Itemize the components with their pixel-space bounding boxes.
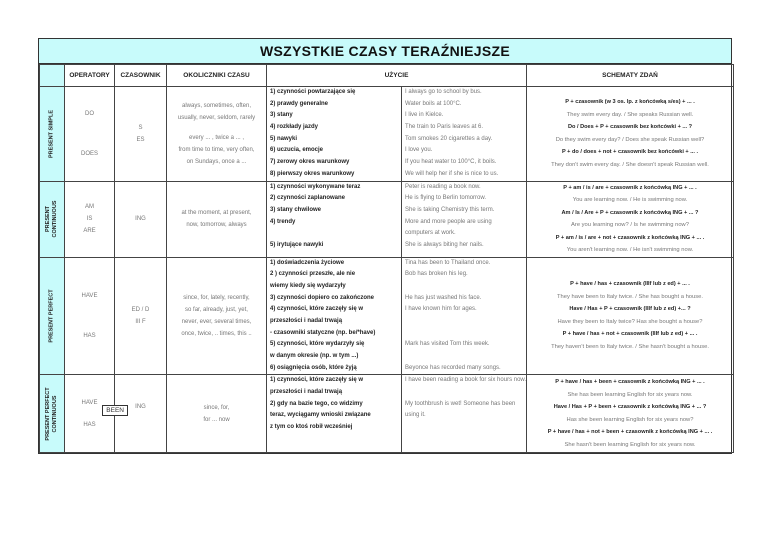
schemas-cell: [527, 375, 734, 453]
time-adverb-line: at the moment, at present,: [181, 210, 252, 216]
tense-label: [40, 257, 65, 375]
schema-example: You aren't learning now. / He isn't swimming now.: [566, 247, 694, 253]
time-adverb-line: now, tomorrow, always: [186, 222, 247, 228]
example-line: Beyonce has recorded many songs.: [405, 364, 501, 371]
header-czasownik: CZASOWNIK: [115, 65, 167, 87]
operators-cell: [65, 87, 115, 182]
schema-formula: Am / Is / Are + P + czasownik z końcówką ING + ... ?: [561, 209, 699, 216]
time-adverb-line: since, for,: [203, 404, 230, 411]
operator: HAS: [83, 332, 96, 339]
tense-name: [49, 289, 56, 342]
time-adverb-line: from time to time, very often,: [178, 146, 255, 153]
tense-name-text: PRESENT PERFECT: [48, 289, 55, 343]
usage-line: 2) prawdy generalne: [270, 100, 329, 107]
usage-line: [267, 228, 401, 240]
usage-line: 3) stany: [270, 112, 293, 119]
example-line: Tina has been to Thailand once.: [405, 259, 491, 266]
usage-line: [267, 434, 401, 446]
example-line: Bob has broken his leg.: [405, 271, 468, 278]
examples-cell: [402, 375, 527, 453]
example-line: Water boils at 100°C.: [405, 100, 462, 107]
usage-line: z tym co ktoś robił wcześniej: [270, 424, 353, 431]
time-adverb-line: for ... now: [203, 416, 230, 423]
verb-ending: ING: [135, 404, 146, 411]
usage-line: 6) osiągnięcia osób, które żyją: [270, 364, 357, 371]
verb-cell: [115, 257, 167, 375]
tenses-table-sheet: [38, 38, 732, 454]
usage-line: 5) nawyki: [270, 135, 298, 142]
usage-line: - czasowniki statyczne (np. be/*have): [270, 329, 376, 336]
schema-formula: P + have / has + czasownik (IIIf lub z ed) + ... .: [570, 281, 690, 288]
schema-example: They swim every day. / She speaks Russian well.: [566, 111, 694, 118]
time-adverb-line: [167, 124, 266, 132]
usage-line: 2) czynności zaplanowane: [270, 195, 346, 202]
example-line: He is flying to Berlin tomorrow.: [405, 195, 487, 202]
verb-ending: ES: [136, 136, 145, 143]
header-uzycie: UŻYCIE: [267, 65, 527, 87]
example-line: [402, 328, 526, 340]
schema-example: Has she been learning English for six years now?: [566, 416, 694, 423]
usage-cell: [267, 181, 402, 257]
tense-name-line: CONTINUOUS: [52, 395, 58, 433]
time-adverb-line: always, sometimes, often,: [181, 102, 252, 109]
schema-formula: P + do / does + not + czasownik bez końcówki + ... .: [561, 149, 699, 156]
usage-cell: [267, 257, 402, 375]
operator: AM: [85, 204, 94, 210]
tense-name: [45, 387, 59, 440]
operators-cell: [65, 257, 115, 375]
usage-line: 1) doświadczenia życiowe: [270, 259, 345, 266]
example-line: Mark has visited Tom this week.: [405, 341, 490, 348]
operator: DO: [85, 110, 94, 117]
usage-line: 4) rozkłady jazdy: [270, 124, 319, 131]
header-row: [40, 65, 734, 87]
example-line: Tom smokes 20 cigarettes a day.: [405, 135, 493, 142]
time-adverbs-cell: [167, 257, 267, 375]
schema-formula: Have / Has + P + been + czasownik z końcówką ING + ... ?: [553, 404, 707, 411]
operator: IS: [86, 216, 93, 222]
usage-line: wiemy kiedy się wydarzyły: [270, 282, 346, 289]
example-line: More and more people are using: [405, 218, 492, 225]
schema-formula: P + am / is / are + czasownik z końcówką ING + ... .: [563, 184, 697, 191]
example-line: using it.: [405, 412, 426, 419]
usage-line: 6) uczucia, emocje: [270, 147, 324, 154]
usage-line: 1) czynności powtarzające się: [270, 89, 356, 95]
schema-formula: Do / Does + P + czasownik bez końcówki + ... ?: [567, 124, 693, 131]
schema-formula: P + have / has + not + czasownik (IIIf lub z ed) + ... .: [562, 331, 698, 338]
schema-example: Are you learning now? / Is he swimming now?: [571, 222, 689, 228]
verb-ending: III F: [135, 318, 146, 325]
usage-line: w danym okresie (np. w tym ...): [270, 353, 359, 359]
verb-ending: ING: [135, 216, 146, 222]
usage-line: przeszłości i nadal trwają: [270, 389, 343, 396]
schema-example: She has been learning English for six years now.: [567, 391, 693, 398]
usage-cell: [267, 87, 402, 182]
tense-name-line: PRESENT: [45, 206, 51, 232]
time-adverb-line: never, ever, several times,: [181, 318, 252, 325]
operator: HAS: [83, 421, 96, 428]
schema-formula: P + have / has + not + been + czasownik z końcówką ING + ... .: [547, 429, 713, 436]
time-adverbs-cell: [167, 87, 267, 182]
header-empty: [40, 65, 65, 87]
operators-cell: [65, 181, 115, 257]
example-line: [402, 351, 526, 363]
usage-line: 1) czynności, które zaczęły się w: [270, 377, 364, 384]
example-line: Peter is reading a book now.: [405, 183, 481, 190]
tense-label: [40, 87, 65, 182]
schema-formula: Have / Has + P + czasownik (IIIf lub z ed) +... ?: [569, 306, 691, 313]
example-line: If you heat water to 100°C, it boils.: [405, 159, 497, 166]
example-line: [402, 281, 526, 293]
example-line: She is always biting her nails.: [405, 241, 484, 248]
header-schematy: SCHEMATY ZDAŃ: [527, 65, 734, 87]
verb-cell: [115, 181, 167, 257]
schema-formula: P + am / is / are + not + czasownik z końcówką ING + ... .: [555, 234, 705, 241]
example-line: My toothbrush is wet! Someone has been: [405, 400, 516, 407]
usage-line: 5) czynności, które wydarzyły się: [270, 341, 365, 348]
header-okoliczniki: OKOLICZNIKI CZASU: [167, 65, 267, 87]
operators-cell: [65, 375, 124, 453]
operator: HAVE: [81, 292, 98, 299]
examples-cell: [402, 87, 527, 182]
schema-example: Do they swim every day? / Does she speak Russian well?: [555, 136, 705, 143]
usage-line: 5) irytujące nawyki: [270, 241, 324, 248]
tense-row-present-continuous: [40, 181, 734, 257]
tense-label: [40, 181, 65, 257]
usage-line: 8) pierwszy okres warunkowy: [270, 170, 355, 177]
example-line: computers at work.: [405, 230, 456, 237]
usage-line: teraz, wyciągamy wnioski związane: [270, 412, 371, 419]
usage-line: 1) czynności wykonywane teraz: [270, 183, 361, 190]
time-adverbs-cell: [167, 375, 267, 453]
tense-name-line: PRESENT PERFECT: [45, 387, 51, 441]
operator: DOES: [80, 150, 98, 157]
verb-ending: S: [138, 124, 143, 131]
usage-line: 4) czynności, które zaczęły się w: [270, 306, 364, 313]
example-line: I have been reading a book for six hours now.: [405, 377, 526, 384]
usage-line: przeszłości i nadal trwają: [270, 317, 343, 324]
schemas-cell: [527, 257, 734, 375]
time-adverb-line: since, for, lately, recently,: [183, 294, 250, 301]
example-line: [402, 387, 526, 399]
header-operatory: OPERATORY: [65, 65, 115, 87]
time-adverb-line: usually, never, seldom, rarely: [177, 114, 256, 121]
schema-formula: P + czasownik (w 3 os. lp. z końcówką s/es) + ... .: [565, 99, 695, 106]
usage-line: 4) trendy: [270, 218, 296, 225]
time-adverb-line: so far, already, just, yet,: [185, 306, 248, 313]
usage-cell: [267, 375, 402, 453]
schema-formula: P + have / has + been + czasownik z końcówką ING + ... .: [555, 379, 705, 386]
tense-name-text: PRESENT SIMPLE: [48, 109, 55, 158]
time-adverb-line: once, twice, .. times, this ..: [181, 330, 252, 337]
usage-line: 3) stany chwilowe: [270, 206, 322, 213]
example-line: [402, 316, 526, 328]
operator: HAVE: [81, 399, 98, 406]
examples-cell: [402, 181, 527, 257]
time-adverb-line: every ... , twice a ... ,: [188, 134, 245, 141]
examples-cell: [402, 257, 527, 375]
tense-label: [40, 375, 65, 453]
schema-example: They have been to Italy twice. / She has bought a house.: [557, 293, 703, 300]
schemas-cell: [527, 181, 734, 257]
schema-example: She hasn't been learning English for six years now.: [564, 441, 696, 448]
example-line: He has just washed his face.: [405, 294, 482, 301]
verb-ending: ED / D: [131, 306, 150, 313]
schema-example: They haven't been to Italy twice. / She hasn't bought a house.: [551, 343, 709, 350]
tense-row-present-simple: [40, 87, 734, 182]
example-line: I have known him for ages.: [405, 306, 477, 313]
example-line: We will help her if she is nice to us.: [405, 170, 499, 177]
operator: ARE: [83, 228, 96, 234]
schema-example: They don't swim every day. / She doesn't speak Russian well.: [551, 161, 709, 168]
schemas-cell: [527, 87, 734, 182]
page-title: WSZYSTKIE CZASY TERAŹNIEJSZE: [39, 39, 731, 64]
example-line: I always go to school by bus.: [405, 89, 482, 95]
tense-row-present-perfect-continuous: [40, 375, 734, 453]
example-line: She is taking Chemistry this term.: [405, 206, 495, 213]
schema-example: You are learning now. / He is swimming now.: [572, 197, 688, 203]
usage-line: 2) gdy na bazie tego, co widzimy: [270, 400, 363, 407]
time-adverbs-cell: [167, 181, 267, 257]
tense-name: [45, 201, 59, 238]
tense-name: [49, 110, 56, 158]
been-box: BEEN: [102, 405, 128, 416]
tense-row-present-perfect: [40, 257, 734, 375]
schema-example: Have they been to Italy twice? Has she bought a house?: [557, 318, 703, 325]
usage-line: 3) czynności dopiero co zakończone: [270, 294, 375, 301]
tenses-table: [39, 64, 734, 453]
example-line: [402, 422, 526, 434]
example-line: I live in Kielce.: [405, 112, 444, 119]
tense-name-line: CONTINUOUS: [52, 200, 58, 238]
example-line: I love you.: [405, 147, 433, 154]
example-line: [402, 434, 526, 446]
usage-line: 2 ) czynności przeszłe, ale nie: [270, 271, 356, 278]
usage-line: 7) zerowy okres warunkowy: [270, 159, 350, 166]
example-line: The train to Paris leaves at 6.: [405, 124, 484, 131]
verb-cell: [115, 87, 167, 182]
time-adverb-line: on Sundays, once a ...: [186, 158, 247, 165]
